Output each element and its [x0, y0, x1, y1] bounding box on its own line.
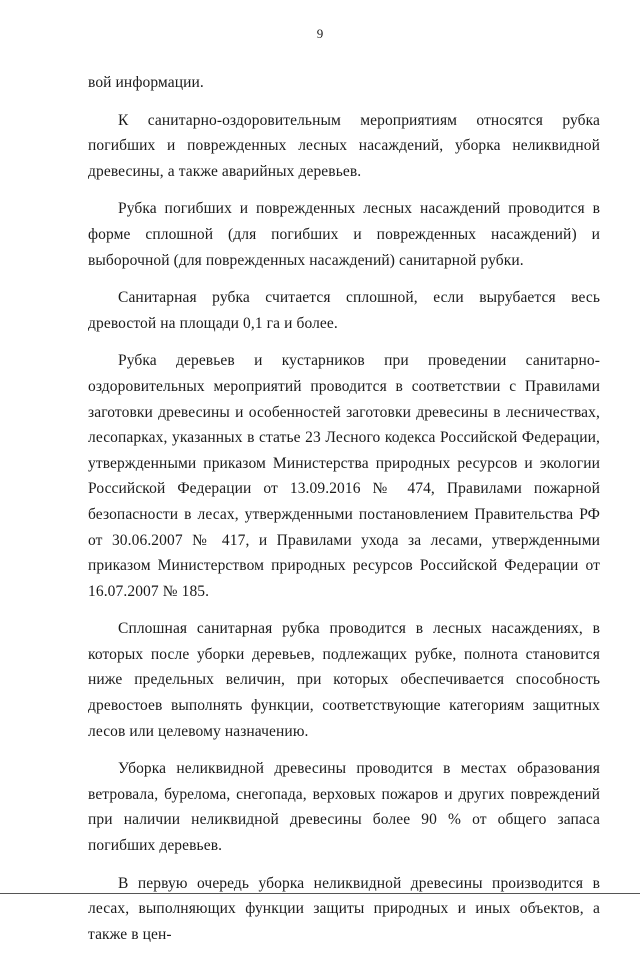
paragraph: Рубка деревьев и кустарников при проведении санитарно-оздоровительных мероприятий проводится в соответствии с Правилами заготовки древесины и особенностей заготовки древесины в лесничествах, лесопарках, указанных в статье 23 Лесного кодекса Российской Федерации, утвержденными приказом Министерства природных ресурсов и экологии Российской Федерации от 13.09.2016 № 474, Правилами пожарной безопасности в лесах, утвержденными постановлением Правительства РФ от 30.06.2007 № 417, и Правилами ухода за лесами, утвержденными приказом Министерством природных ресурсов Российской Федерации от 16.07.2007 № 185. — [88, 352, 600, 600]
paragraph: Рубка погибших и поврежденных лесных насаждений проводится в форме сплошной (для погибших и поврежденных насаждений) и выборочной (для поврежденных насаждений) санитарной рубки. — [88, 200, 600, 269]
page-number: 9 — [316, 26, 324, 41]
paragraph-continuation: вой информации. — [88, 74, 204, 91]
paragraph: К санитарно-оздоровительным мероприятиям относятся рубка погибших и поврежденных лесных насаждений, уборка неликвидной древесины, а также аварийных деревьев. — [88, 111, 600, 180]
page-bottom-edge — [0, 893, 640, 894]
paragraph: В первую очередь уборка неликвидной древесины производится в лесах, выполняющих функции защиты природных и иных объектов, а также в цен- — [88, 874, 600, 943]
paragraph: Сплошная санитарная рубка проводится в лесных насаждениях, в которых после уборки деревьев, подлежащих рубке, полнота становится ниже предельных величин, при которых обеспечивается способность древостоев выполнять функции, соответствующие категориям защитных лесов или целевому назначению. — [88, 620, 600, 740]
paragraph: Санитарная рубка считается сплошной, если вырубается весь древостой на площади 0,1 га и более. — [88, 289, 600, 332]
paragraph: Уборка неликвидной древесины проводится в местах образования ветровала, бурелома, снегопада, верховых пожаров и других повреждений при наличии неликвидной древесины более 90 % от общего запаса погибших деревьев. — [88, 760, 600, 855]
document-body — [88, 70, 600, 959]
